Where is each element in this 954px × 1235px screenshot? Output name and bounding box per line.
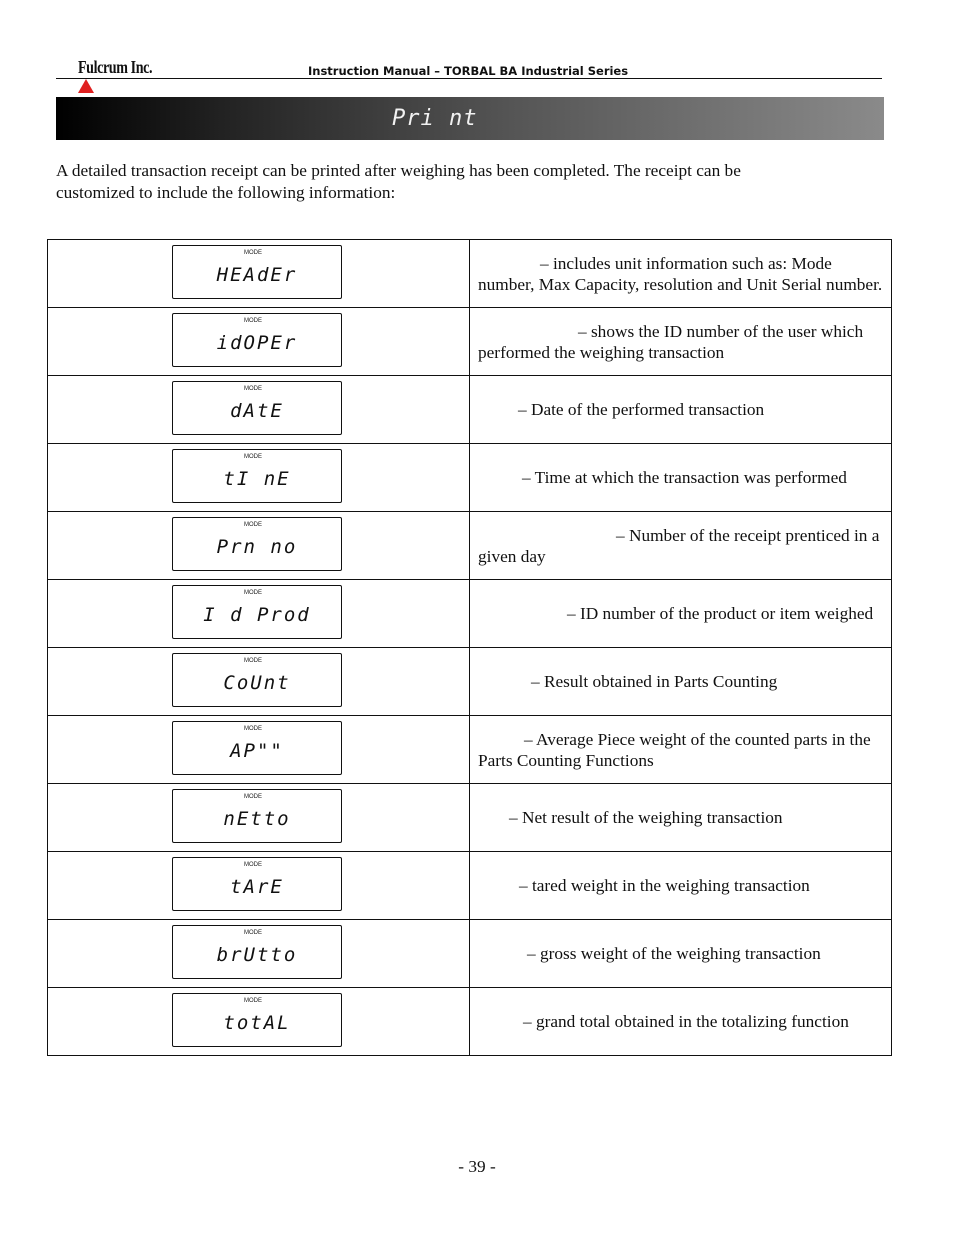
lcd-value: tArE [230, 876, 284, 898]
description-cell [470, 308, 892, 376]
description-text: – Time at which the transaction was performed [522, 468, 847, 487]
description-text: – Date of the performed transaction [518, 400, 765, 419]
lcd-display [172, 993, 342, 1047]
lcd-display [172, 653, 342, 707]
table-row [48, 444, 892, 512]
logo-triangle-icon [78, 79, 94, 93]
lcd-mode-label: MODE [244, 930, 262, 936]
description-text: – grand total obtained in the totalizing function [523, 1012, 849, 1031]
table-row [48, 716, 892, 784]
table-row [48, 988, 892, 1056]
lcd-display [172, 721, 342, 775]
table-row [48, 852, 892, 920]
display-cell [48, 376, 470, 444]
display-cell [48, 852, 470, 920]
lcd-display [172, 585, 342, 639]
display-cell [48, 308, 470, 376]
lcd-value: AP"" [230, 740, 284, 762]
table-row [48, 376, 892, 444]
display-cell [48, 580, 470, 648]
table-row [48, 512, 892, 580]
page-number: - 39 - [458, 1157, 496, 1176]
lcd-value: I d Prod [203, 604, 311, 626]
lcd-display [172, 245, 342, 299]
lcd-mode-label: MODE [244, 522, 262, 528]
display-cell [48, 240, 470, 308]
lcd-display [172, 857, 342, 911]
manual-title: Instruction Manual – TORBAL BA Industrial Series [308, 64, 629, 78]
lcd-display [172, 449, 342, 503]
lcd-value: brUtto [216, 944, 298, 966]
lcd-mode-label: MODE [244, 726, 262, 732]
description-text: – Net result of the weighing transaction [509, 808, 783, 827]
lcd-mode-label: MODE [244, 794, 262, 800]
description-cell [470, 988, 892, 1056]
description-cell [470, 920, 892, 988]
lcd-mode-label: MODE [244, 590, 262, 596]
display-cell [48, 920, 470, 988]
description-text: – shows the ID number of the user which performed the weighing transaction [478, 321, 864, 362]
description-text: – gross weight of the weighing transaction [527, 944, 821, 963]
lcd-value: Prn no [216, 536, 298, 558]
table-row [48, 784, 892, 852]
description-cell [470, 580, 892, 648]
description-cell [470, 716, 892, 784]
display-cell [48, 716, 470, 784]
table-row [48, 920, 892, 988]
print-options-body [48, 240, 892, 1056]
lcd-value: totAL [223, 1012, 291, 1034]
lcd-mode-label: MODE [244, 998, 262, 1004]
lcd-value: HEAdEr [216, 264, 298, 286]
description-text: – Average Piece weight of the counted parts in the Parts Counting Functions [478, 729, 871, 770]
section-title: Pri nt [392, 106, 478, 131]
lcd-value: idOPEr [216, 332, 298, 354]
lcd-mode-label: MODE [244, 862, 262, 868]
lcd-value: CoUnt [223, 672, 291, 694]
description-cell [470, 512, 892, 580]
description-cell [470, 648, 892, 716]
lcd-mode-label: MODE [244, 658, 262, 664]
lcd-value: dAtE [230, 400, 284, 422]
lcd-display [172, 381, 342, 435]
intro-paragraph: A detailed transaction receipt can be printed after weighing has been completed. The receipt can be customized to include the following information: [56, 161, 741, 202]
description-cell [470, 240, 892, 308]
lcd-display [172, 789, 342, 843]
display-cell [48, 444, 470, 512]
lcd-display [172, 313, 342, 367]
description-cell [470, 376, 892, 444]
lcd-mode-label: MODE [244, 250, 262, 256]
lcd-mode-label: MODE [244, 454, 262, 460]
header-rule [56, 78, 882, 79]
description-text: – includes unit information such as: Mode number, Max Capacity, resolution and Unit Serial number. [478, 253, 883, 294]
table-row [48, 240, 892, 308]
description-text: – Number of the receipt prenticed in a given day [478, 525, 880, 566]
display-cell [48, 988, 470, 1056]
description-text: – ID number of the product or item weighed [567, 604, 874, 623]
description-text: – Result obtained in Parts Counting [531, 672, 778, 691]
table-row [48, 648, 892, 716]
print-options-table [47, 239, 892, 1056]
display-cell [48, 512, 470, 580]
lcd-mode-label: MODE [244, 386, 262, 392]
lcd-display [172, 517, 342, 571]
table-row [48, 308, 892, 376]
description-cell [470, 444, 892, 512]
lcd-value: nEtto [223, 808, 291, 830]
description-cell [470, 852, 892, 920]
display-cell [48, 648, 470, 716]
description-text: – tared weight in the weighing transaction [519, 876, 810, 895]
table-row [48, 580, 892, 648]
lcd-value: tI nE [223, 468, 291, 490]
lcd-display [172, 925, 342, 979]
company-logo: Fulcrum Inc. [78, 57, 153, 77]
lcd-mode-label: MODE [244, 318, 262, 324]
display-cell [48, 784, 470, 852]
description-cell [470, 784, 892, 852]
